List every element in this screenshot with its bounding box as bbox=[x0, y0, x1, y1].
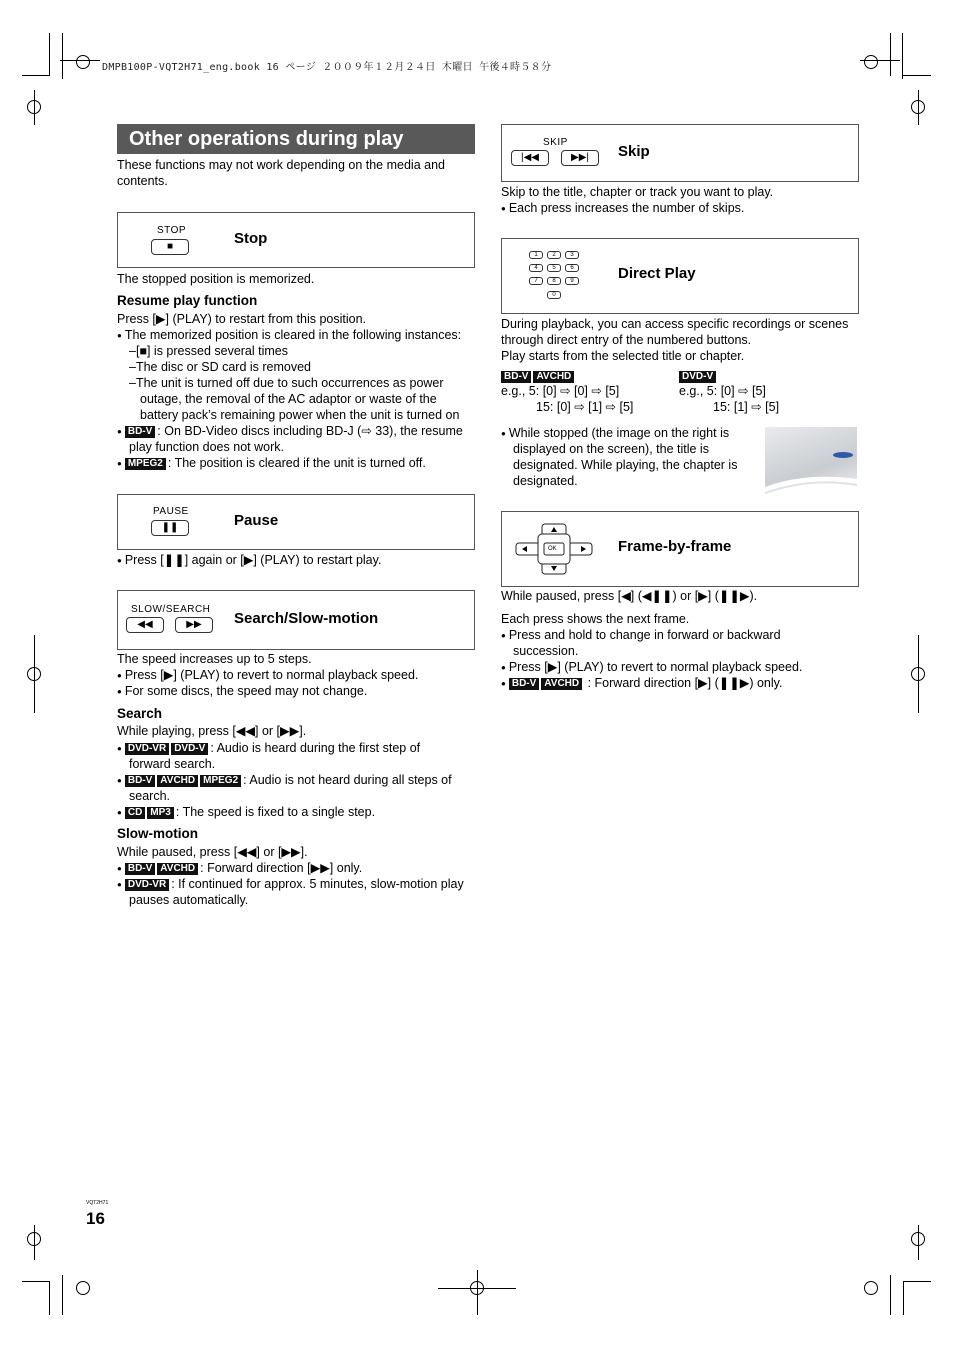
direct-line: During playback, you can access specific recordings or scenes bbox=[501, 317, 849, 331]
avchd-tag: AVCHD bbox=[157, 863, 198, 875]
search-sub-line: While playing, press [◀◀] or [▶▶]. bbox=[117, 724, 307, 738]
direct-line: Play starts from the selected title or chapter. bbox=[501, 349, 745, 363]
stop-line: Press [▶] (PLAY) to restart from this position. bbox=[117, 312, 367, 326]
skip-button-label: SKIP bbox=[543, 137, 568, 148]
direct-play-box bbox=[501, 238, 859, 314]
skip-line: Skip to the title, chapter or track you want to play. bbox=[501, 185, 774, 199]
number-key: 5 bbox=[547, 264, 561, 272]
skip-back-icon: |◀◀ bbox=[511, 150, 549, 166]
stop-box bbox=[117, 212, 475, 268]
slow-subtitle: Slow-motion bbox=[117, 826, 198, 841]
print-header: DMPB100P-VQT2H71_eng.book 16 ページ ２００９年１２月２４日 木曜日 午後４時５８分 bbox=[102, 62, 552, 73]
search-line: The speed increases up to 5 steps. bbox=[117, 652, 312, 666]
direct-note: displayed on the screen), the title is bbox=[513, 442, 709, 456]
number-key: 2 bbox=[547, 251, 561, 259]
direct-example: 15: [0] ⇨ [1] ⇨ [5] bbox=[536, 400, 634, 414]
bdv-tag: BD-V bbox=[125, 863, 155, 875]
intro-line-2: contents. bbox=[117, 174, 168, 188]
mpeg2-tag: MPEG2 bbox=[200, 775, 241, 787]
registration-mark bbox=[76, 1281, 90, 1295]
direct-example: e.g., 5: [0] ⇨ [5] bbox=[679, 384, 766, 398]
search-line: ● Press [▶] (PLAY) to revert to normal playback speed. bbox=[117, 667, 418, 684]
search-title: Search/Slow-motion bbox=[234, 610, 379, 627]
slow-line: : If continued for approx. 5 minutes, slow-motion play bbox=[171, 877, 464, 891]
mp3-tag: MP3 bbox=[147, 807, 174, 819]
page-title: Other operations during play bbox=[117, 124, 475, 154]
registration-mark bbox=[864, 55, 878, 69]
pause-icon: ❚❚ bbox=[151, 520, 189, 536]
bdv-tag: BD-V bbox=[125, 775, 155, 787]
slow-line: pauses automatically. bbox=[129, 893, 249, 907]
dvdvr-tag: DVD-VR bbox=[125, 743, 169, 755]
bluray-logo-icon bbox=[765, 427, 857, 497]
search-dvd-note bbox=[117, 740, 420, 757]
avchd-tag: AVCHD bbox=[533, 371, 574, 383]
search-box bbox=[117, 590, 475, 650]
stop-line: –The disc or SD card is removed bbox=[129, 360, 312, 374]
pause-line: ● Press [❚❚] again or [▶] (PLAY) to restart play. bbox=[117, 552, 381, 569]
stop-line: outage, the removal of the AC adaptor or waste of the bbox=[140, 392, 437, 406]
slow-line: While paused, press [◀◀] or [▶▶]. bbox=[117, 845, 308, 859]
pause-title: Pause bbox=[234, 512, 279, 529]
search-bd-note bbox=[117, 772, 452, 789]
frame-line: Each press shows the next frame. bbox=[501, 612, 690, 626]
stop-button-label: STOP bbox=[157, 225, 187, 236]
search-sub-line: search. bbox=[129, 789, 170, 803]
cd-tag: CD bbox=[125, 807, 145, 819]
page-number: 16 bbox=[86, 1209, 105, 1228]
bdv-tag: BD-V bbox=[501, 371, 531, 383]
number-key: 3 bbox=[565, 251, 579, 259]
search-subtitle: Search bbox=[117, 706, 163, 721]
skip-title: Skip bbox=[618, 143, 650, 160]
stop-icon: ■ bbox=[151, 239, 189, 255]
number-key: 4 bbox=[529, 264, 543, 272]
slow-line: : Forward direction [▶▶] only. bbox=[200, 861, 363, 875]
rewind-icon: ◀◀ bbox=[126, 617, 164, 633]
slow-bd-note bbox=[117, 860, 362, 877]
number-key: 7 bbox=[529, 277, 543, 285]
search-line: ● For some discs, the speed may not change. bbox=[117, 683, 367, 700]
skip-forward-icon: ▶▶| bbox=[561, 150, 599, 166]
slow-dvdvr-note bbox=[117, 876, 464, 893]
number-key: 8 bbox=[547, 277, 561, 285]
stop-desc: The stopped position is memorized. bbox=[117, 272, 315, 286]
direct-note: designated. While playing, the chapter is bbox=[513, 458, 738, 472]
registration-mark bbox=[864, 1281, 878, 1295]
registration-mark bbox=[76, 55, 90, 69]
number-key: 9 bbox=[565, 277, 579, 285]
number-key: 0 bbox=[547, 291, 561, 299]
skip-box bbox=[501, 124, 859, 182]
direct-tags-left bbox=[501, 368, 576, 384]
frame-line: While paused, press [◀] (◀❚❚) or [▶] (❚❚▶). bbox=[501, 589, 758, 603]
frame-line: ● Press and hold to change in forward or backward bbox=[501, 627, 781, 644]
bdv-tag: BD-V bbox=[125, 426, 155, 438]
search-sub-line: : Audio is heard during the first step of bbox=[210, 741, 421, 755]
stop-line: play function does not work. bbox=[129, 440, 284, 454]
frame-bd-note bbox=[501, 675, 782, 692]
stop-line: battery pack’s remaining power when the unit is turned on bbox=[140, 408, 460, 422]
avchd-tag: AVCHD bbox=[157, 775, 198, 787]
frame-box bbox=[501, 511, 859, 587]
stop-line: –[■] is pressed several times bbox=[129, 344, 288, 358]
number-key: 6 bbox=[565, 264, 579, 272]
search-sub-line: : Audio is not heard during all steps of bbox=[243, 773, 452, 787]
direct-note: designated. bbox=[513, 474, 578, 488]
search-sub-line: : The speed is fixed to a single step. bbox=[175, 805, 376, 819]
pause-button-label: PAUSE bbox=[153, 506, 189, 517]
stop-line: –The unit is turned off due to such occurrences as power bbox=[129, 376, 444, 390]
slow-search-label: SLOW/SEARCH bbox=[131, 604, 211, 615]
bluray-screen-image bbox=[765, 427, 857, 497]
dvdv-tag: DVD-V bbox=[171, 743, 208, 755]
doc-code: VQT2H71 bbox=[86, 1200, 109, 1206]
stop-title: Stop bbox=[234, 230, 268, 247]
stop-line: : On BD-Video discs including BD-J (⇨ 33), the resume bbox=[157, 424, 463, 438]
stop-mpeg2-note bbox=[117, 455, 426, 472]
frame-line: succession. bbox=[513, 644, 579, 658]
bdv-tag: BD-V bbox=[509, 678, 539, 690]
direct-example: e.g., 5: [0] ⇨ [0] ⇨ [5] bbox=[501, 384, 620, 398]
intro-line-1: These functions may not work depending on the media and bbox=[117, 158, 445, 172]
direct-line: through direct entry of the numbered buttons. bbox=[501, 333, 752, 347]
stop-line: : The position is cleared if the unit is turned off. bbox=[167, 456, 426, 470]
direct-play-title: Direct Play bbox=[618, 265, 696, 282]
dvdvr-tag: DVD-VR bbox=[125, 879, 169, 891]
frame-line: ● Press [▶] (PLAY) to revert to normal playback speed. bbox=[501, 659, 802, 676]
search-cd-note bbox=[117, 804, 375, 821]
mpeg2-tag: MPEG2 bbox=[125, 458, 166, 470]
frame-line: : Forward direction [▶] (❚❚▶) only. bbox=[584, 676, 783, 690]
stop-line: ● The memorized position is cleared in the following instances: bbox=[117, 327, 461, 344]
dvdv-tag: DVD-V bbox=[679, 371, 716, 383]
avchd-tag: AVCHD bbox=[541, 678, 582, 690]
direct-example: 15: [1] ⇨ [5] bbox=[713, 400, 780, 414]
number-key: 1 bbox=[529, 251, 543, 259]
frame-title: Frame-by-frame bbox=[618, 538, 732, 555]
search-sub-line: forward search. bbox=[129, 757, 216, 771]
ok-label: OK bbox=[548, 546, 557, 552]
direct-tags-right bbox=[679, 368, 718, 384]
pause-box bbox=[117, 494, 475, 550]
stop-bdv-note bbox=[117, 423, 463, 440]
resume-title: Resume play function bbox=[117, 293, 258, 308]
fast-forward-icon: ▶▶ bbox=[175, 617, 213, 633]
direct-note: ● While stopped (the image on the right is bbox=[501, 425, 729, 442]
skip-line: ● Each press increases the number of skips. bbox=[501, 200, 744, 217]
